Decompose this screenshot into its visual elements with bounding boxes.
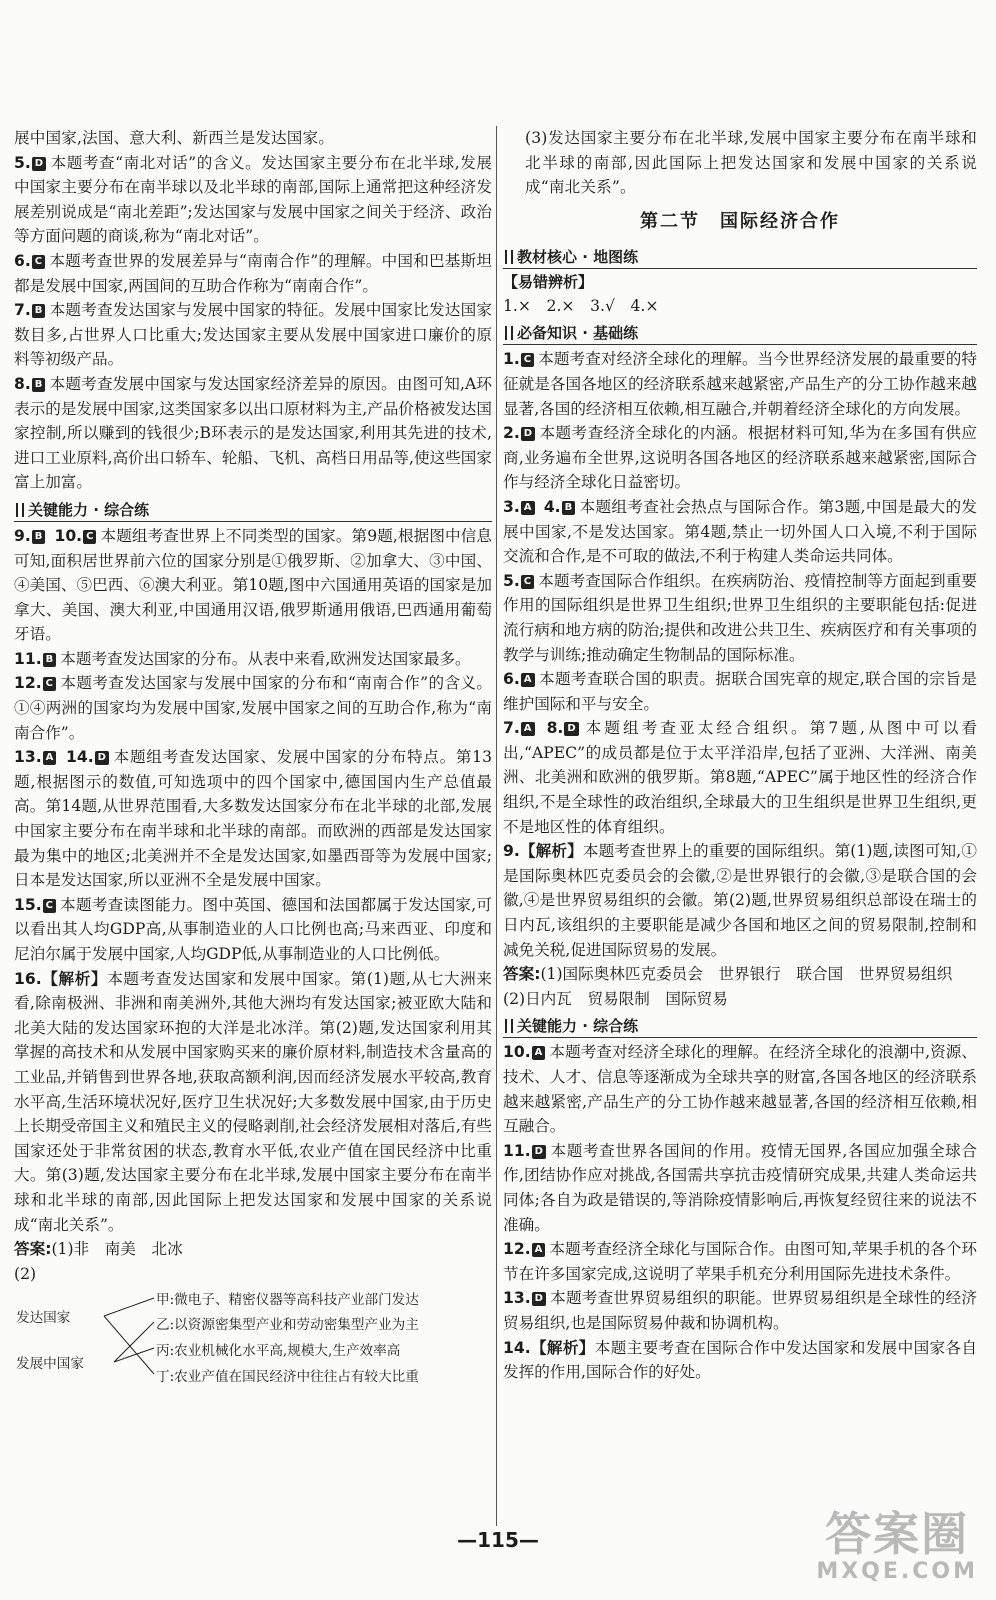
answer-item-r14: 14.【解析】本题主要考查在国际合作中发达国家和发展中国家各自发挥的作用,国际合作的好处。 xyxy=(503,1338,977,1382)
answer-badge: B xyxy=(562,501,576,515)
answer-badge: A xyxy=(43,751,57,765)
answer-item-15: 15. C 本题考查读图能力。图中英国、德国和法国都属于发达国家,可以看出其人均GDP高,从事制造业的人口比例也高;马来西亚、印度和尼泊尔属于发展中国家,人均GDP低,从事制造业的人口比例低。 xyxy=(14,895,492,963)
answer-badge: A xyxy=(532,1046,546,1060)
answer-badge: C xyxy=(32,255,45,269)
diagram-item-3: 丙:农业机械化水平高,规模大,生产效率高 xyxy=(156,1343,401,1360)
answer-item-12: 12. C 本题考查发达国家与发展中国家的分布和“南南合作”的含义。①④两洲的国家均为发展中国家,发展中国家之间的互助合作,称为“南南合作”。 xyxy=(14,674,492,742)
answer-item-r9: 9.【解析】本题考查世界上的重要的国际组织。第(1)题,读图可知,①是国际奥林匹克委员会的会徽,②是世界银行的会徽,③是联合国的会徽,④是世界贸易组织的会徽。第(2)题,世界贸易组织总部设在瑞士的日内瓦,该组织的主要职能是减少各国和地区之间的贸易限制,控制和减免关税,促进国际贸易的发展。 xyxy=(503,842,977,959)
section-heading: 关键能力 · 综合练 xyxy=(14,499,492,522)
answer-badge: A xyxy=(521,722,535,736)
answer-badge: D xyxy=(564,722,578,736)
true-false-answers: 1.× 2.× 3.√ 4.× xyxy=(503,296,659,315)
answer-item-11: 11. B 本题考查发达国家的分布。从表中来看,欧洲发达国家最多。 xyxy=(14,649,471,668)
diagram-item-1: 甲:微电子、精密仪器等高科技产业部门发达 xyxy=(156,1292,419,1309)
intro-line: 展中国家,法国、意大利、新西兰是发达国家。 xyxy=(14,129,334,147)
site-watermark xyxy=(816,1509,978,1584)
answer-badge: C xyxy=(83,530,96,544)
answer-badge: D xyxy=(521,427,535,441)
answer-item-r13: 13. D 本题考查世界贸易组织的职能。世界贸易组织是全球性的经济贸易组织,也是国际贸易仲裁和协调机构。 xyxy=(503,1289,977,1332)
country-classification-diagram xyxy=(14,1288,492,1392)
answer-item-13-14: 13. A 14. D 本题组考查发达国家、发展中国家的分布特点。第13题,根据图示的数值,可知选项中的四个国家中,德国国内生产总值最高。第14题,从世界范围看,大多数发达国家分布在北半球的北部,发展中国家主要分布在南半球和北半球的南部。而欧洲的西部是发达国家最为集中的地区;北美洲并不全是发达国家,如墨西哥等为发展中国家;日本是发达国家,所以亚洲不全是发展中国家。 xyxy=(14,748,493,890)
right-column xyxy=(503,126,977,1385)
answer-item-16: 16.【解析】本题考查发达国家和发展中国家。第(1)题,从七大洲来看,除南极洲、非洲和南美洲外,其他大洲均有发达国家;被亚欧大陆和北美大陆的发达国家环抱的大洋是北冰洋。第(2)题,发达国家利用其掌握的高技术和从发展中国家购买来的廉价原材料,制造技术含量高的工业品,并销售到世界各地,获取高额利润,因而经济发展水平较高,教育水平高,生活环境状况好,医疗卫生状况好;大多数发展中国家,由于历史上长期受帝国主义和殖民主义的侵略剥削,社会经济发展相对落后,有些国家还处于非常贫困的状态,教育水平低,农业产值在国民经济中比重大。第(3)题,发达国家主要分布在北半球,发展中国家主要分布在南半球和北半球的南部,因此国际上把发达国家和发展中国家的关系说成“南北关系”。 xyxy=(14,969,492,1234)
answer-item-5: 5. D 本题考查“南北对话”的含义。发达国家主要分布在北半球,发展中国家主要分布在南半球以及北半球的南部,国际上通常把这种经济发展差别说成是“南北差距”;发达国家与发展中国家之间关于经济、政治等方面问题的商谈,称为“南北对话”。 xyxy=(14,153,492,246)
answer-item-r6: 6. A 本题考查联合国的职责。据联合国宪章的规定,联合国的宗旨是维护国际和平与安全。 xyxy=(503,670,977,713)
answer-badge: D xyxy=(532,1145,546,1159)
answer-badge: B xyxy=(32,530,46,544)
answer-key-r9: 答案:(1)国际奥林匹克委员会 世界银行 联合国 世界贸易组织 xyxy=(503,965,953,984)
diagram-label-developing: 发展中国家 xyxy=(16,1356,84,1373)
answer-badge: C xyxy=(43,677,56,691)
subsection-label: 【易错辨析】 xyxy=(503,272,594,291)
answer-item-7: 7. B 本题考查发达国家与发展中国家的特征。发展中国家比发达国家数目多,占世界人口比重大;发达国家主要从发展中国家进口廉价的原料等初级产品。 xyxy=(14,301,492,369)
answer-item-r7-8: 7. A 8. D 本题组考查亚太经合组织。第7题,从图中可以看出,“APEC”的成员都是位于太平洋沿岸,包括了亚洲、大洋洲、南美洲、北美洲和欧洲的俄罗斯。第8题,“APEC”属于地区性的经济合作组织,不是全球性的政治组织,全球最大的卫生组织是世界卫生组织,更不是地区性的体育组织。 xyxy=(503,719,977,836)
answer-badge: B xyxy=(32,304,46,318)
section-heading: 必备知识 · 基础练 xyxy=(503,322,977,345)
answer-item-r11: 11. D 本题考查世界各国间的作用。疫情无国界,各国应加强全球合作,团结协作应对挑战,各国需共享抗击疫情研究成果,共建人类命运共同体;各自为政是错误的,等消除疫情影响后,再恢复经贸往来的说法不准确。 xyxy=(503,1141,977,1234)
diagram-item-4: 丁:农业产值在国民经济中往往占有较大比重 xyxy=(156,1369,419,1386)
watermark-logo: 答案圈 xyxy=(825,1507,970,1561)
answer-badge: A xyxy=(521,673,535,687)
answer-item-8: 8. B 本题考查发展中国家与发达国家经济差异的原因。由图可知,A环表示的是发展中国家,这类国家多以出口原材料为主,产品价格被发达国家控制,所以赚到的钱很少;B环表示的是发达国家,利用其先进的技术,进口工业原料,高价出口轿车、轮船、飞机、高档日用品等,使这些国家富上加富。 xyxy=(14,374,492,492)
answer-item-r10: 10. A 本题考查对经济全球化的理解。在经济全球化的浪潮中,资源、技术、人才、信息等逐渐成为全球共享的财富,各国各地区的经济联系越来越紧密,产品生产的分工协作越来越显著,各国的经济相互依赖,相互融合。 xyxy=(503,1043,977,1136)
answer-badge: D xyxy=(32,157,46,171)
left-column xyxy=(14,126,492,1392)
answer-badge: C xyxy=(521,575,534,589)
answer-item-r3-4: 3. A 4. B 本题组考查社会热点与国际合作。第3题,中国是最大的发展中国家,不是发达国家。第4题,禁止一切外国人口入境,不利于国际交流和合作,是不可取的做法,不利于构建人类命运共同体。 xyxy=(503,497,977,566)
section-heading: 关键能力 · 综合练 xyxy=(503,1015,977,1038)
answer-badge: C xyxy=(521,353,534,367)
answer-badge: A xyxy=(521,501,535,515)
answer-badge: B xyxy=(32,378,46,392)
answer-item-r12: 12. A 本题考查经济全球化与国际合作。由图可知,苹果手机的各个环节在许多国家完成,这说明了苹果手机充分利用国际先进技术条件。 xyxy=(503,1240,977,1283)
answer-key-16-part2: (2) xyxy=(14,1264,37,1283)
answer-16-part3: (3)发达国家主要分布在北半球,发展中国家主要分布在南半球和北半球的南部,因此国际上把发达国家和发展中国家的关系说成“南北关系”。 xyxy=(525,129,977,197)
answer-badge: C xyxy=(43,899,56,913)
answer-item-r2: 2. D 本题考查经济全球化的内涵。根据材料可知,华为在多国有供应商,业务遍布全世界,这说明各国各地区的经济联系越来越紧密,国际合作与经济全球化日益密切。 xyxy=(503,424,977,492)
answer-badge: A xyxy=(532,1243,546,1257)
page-number: —115— xyxy=(457,1528,539,1552)
diagram-item-2: 乙:以资源密集型产业和劳动密集型产业为主 xyxy=(156,1317,419,1334)
answer-item-9-10: 9. B 10. C 本题组考查世界上不同类型的国家。第9题,根据图中信息可知,面积居世界前六位的国家分别是①俄罗斯、②加拿大、③中国、④美国、⑤巴西、⑥澳大利亚。第10题,图中六国通用英语的国家是加拿大、美国、澳大利亚,中国通用汉语,俄罗斯通用俄语,巴西通用葡萄牙语。 xyxy=(14,526,492,644)
diagram-label-developed: 发达国家 xyxy=(16,1310,71,1327)
answer-badge: D xyxy=(532,1292,546,1306)
answer-badge: B xyxy=(43,653,57,667)
section-heading: 教材核心 · 地图练 xyxy=(503,246,977,269)
watermark-url: MXQE.COM xyxy=(816,1559,978,1584)
answer-item-6: 6. C 本题考查世界的发展差异与“南南合作”的理解。中国和巴基斯坦都是发展中国家,两国间的互助合作称为“南南合作”。 xyxy=(14,251,492,295)
answer-item-r1: 1. C 本题考查对经济全球化的理解。当今世界经济发展的最重要的特征就是各国各地区的经济联系越来越紧密,产品生产的分工协作越来越显著,各国的经济相互依赖,相互融合,并朝着经济全球化的方向发展。 xyxy=(503,350,977,418)
answer-badge: D xyxy=(95,751,109,765)
answer-key-16: 答案:(1)非 南美 北冰 xyxy=(14,1240,183,1259)
chapter-title: 第二节 国际经济合作 xyxy=(640,210,840,232)
column-divider xyxy=(496,126,497,1526)
answer-item-r5: 5. C 本题考查国际合作组织。在疾病防治、疫情控制等方面起到重要作用的国际组织是世界卫生组织;世界卫生组织的主要职能包括:促进流行病和地方病的防治;提供和改进公共卫生、疾病医疗和有关事项的教学与训练;推动确定生物制品的国际标准。 xyxy=(503,571,977,664)
answer-key-r9-part2: (2)日内瓦 贸易限制 国际贸易 xyxy=(503,989,728,1008)
